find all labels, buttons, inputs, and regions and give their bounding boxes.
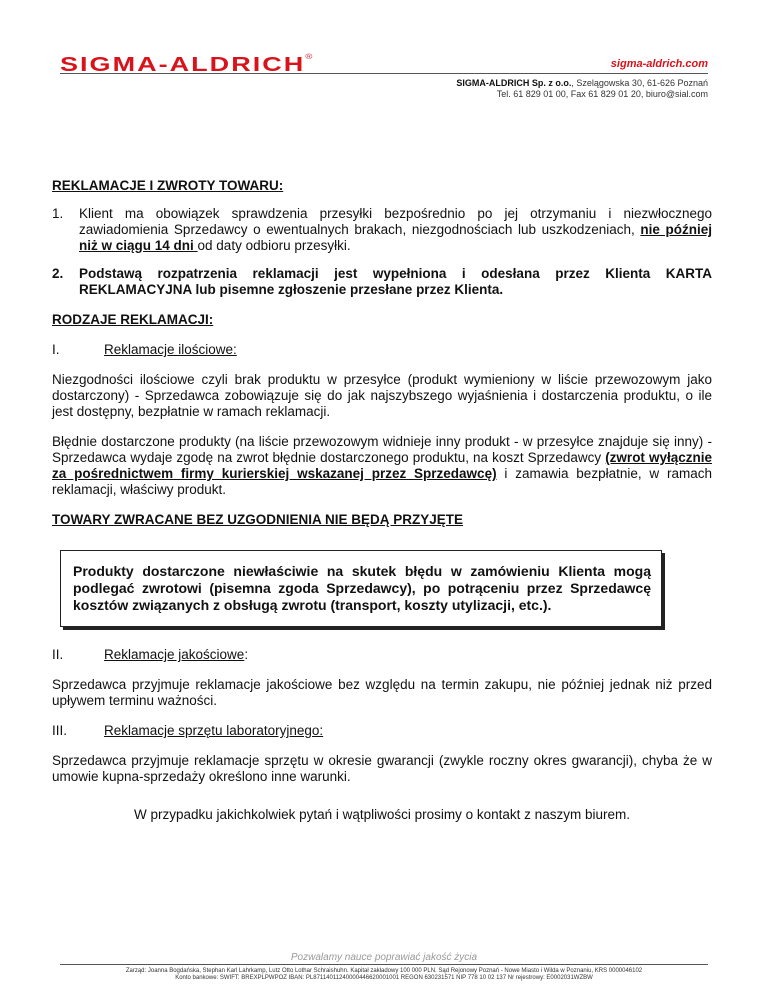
item-number: 1. [52,206,64,221]
website-link[interactable]: sigma-aldrich.com [610,58,708,70]
header-divider [60,73,708,74]
section-number: I. [52,342,60,357]
company-address: , Szelągowska 30, 61-626 Poznań [571,78,708,88]
section-number: III. [52,723,68,738]
section-title: Reklamacje ilościowe: [104,342,237,357]
notice-box: Produkty dostarczone niewłaściwie na skutek błędu w zamówieniu Klienta mogą podlegać zwrotowi (pisemna zgoda Sprzedawcy), po potrąceniu przez Sprzedawcę kosztów związanych z obsługą zwrotu (transport, koszty utylizacji, etc.). [60,550,662,627]
registered-mark: ® [305,54,313,61]
p2-text-c: i zamawia bezpłatnie, w ramach reklamacji, właściwy produkt. [52,466,712,497]
returns-heading: TOWARY ZWRACANE BEZ UZGODNIENIA NIE BĘDĄ PRZYJĘTE [52,512,464,527]
section-1-paragraph-2 [52,434,712,498]
footer-divider [60,964,708,965]
item-number: 2. [52,266,64,281]
company-name: SIGMA-ALDRICH Sp. z o.o. [456,78,572,88]
section-number: II. [52,647,64,662]
section-title-colon: : [244,647,249,662]
section-2-paragraph: Sprzedawca przyjmuje reklamacje jakościowe bez względu na termin zakupu, nie później jednak niż przed upływem terminu ważności. [52,677,712,708]
footer-bank: Konto bankowe: SWIFT: BREXPLPWPOZ IBAN: PL87114011240000446620001001 REGON 630231571 NIP 778 10 02 137 Nr rejestrowy: E0002031WZBW [175,975,593,981]
closing-note: W przypadku jakichkolwiek pytań i wątpliwości prosimy o kontakt z naszym biurem. [134,807,630,822]
logo-text: SIGMA-ALDRICH [60,54,306,76]
item-text [79,206,712,254]
company-motto: Pozwalamy nauce poprawiać jakość życia [290,952,478,963]
types-heading: RODZAJE REKLAMACJI: [52,312,214,327]
section-title-wrap [104,647,248,663]
courier-emphasis: (zwrot wyłącznie za pośrednictwem firmy kurierskiej wskazanej przez Sprzedawcę) [52,450,712,481]
section-3-heading [52,723,712,739]
document-body [52,178,712,823]
section-2-heading [52,647,712,663]
section-title: Reklamacje jakościowe [104,647,245,662]
section-title: Reklamacje sprzętu laboratoryjnego: [104,723,324,738]
company-contact: Tel. 61 829 01 00, Fax 61 829 01 20, biuro@sial.com [496,89,708,99]
p2-text-a: Błędnie dostarczone produkty (na liście przewozowym widnieje inny produkt - w przesyłce znajduje się inny) - Sprzedawca wydaje zgodę na zwrot błędnie dostarczonego produktu, na koszt Sprzedawcy [52,434,712,465]
item1-text: Klient ma obowiązek sprawdzenia przesyłki bezpośrednio po jej otrzymaniu i niezwłocznego zawiadomienia Sprzedawcy o ewentualnych brakach, niezgodnościach lub uszkodzeniach, [79,206,712,237]
document-title: REKLAMACJE I ZWROTY TOWARU: [52,178,284,193]
company-address-line [456,78,708,89]
company-info [456,78,708,100]
section-3-paragraph: Sprzedawca przyjmuje reklamacje sprzętu w okresie gwarancji (zwykle roczny okres gwarancji), chyba że w umowie kupna-sprzedaży określono inne warunki. [52,753,712,784]
item1-tail: od daty odbioru przesyłki. [197,238,351,253]
deadline-emphasis: nie później niż w ciągu 14 dni [79,222,712,253]
footer-legal [60,968,708,982]
footer-board: Zarząd: Joanna Bogdańska, Stephan Karl Lahrkamp, Lutz Otto Lothar Schraishuhn. Kapitał zakładowy 100 000 PLN. Sąd Rejonowy Poznań - Nowe Miasto i Wilda w Poznaniu, KRS 0000046102 [125,968,643,974]
numbered-item-2 [52,266,712,298]
section-1-paragraph-1: Niezgodności ilościowe czyli brak produktu w przesyłce (produkt wymieniony w liście przewozowym jako dostarczony) - Sprzedawca zobowiązuje się do jak najszybszego wyjaśnienia i dostarczenia produktu, o ile jest dostępny, bezpłatnie w ramach reklamacji. [52,372,712,419]
item2-text: Podstawą rozpatrzenia reklamacji jest wypełniona i odesłana przez Klienta KARTA REKLAMACYJNA lub pisemne zgłoszenie przesłane przez Klienta. [79,266,712,297]
numbered-item-1 [52,206,712,254]
section-1-heading [52,342,712,358]
